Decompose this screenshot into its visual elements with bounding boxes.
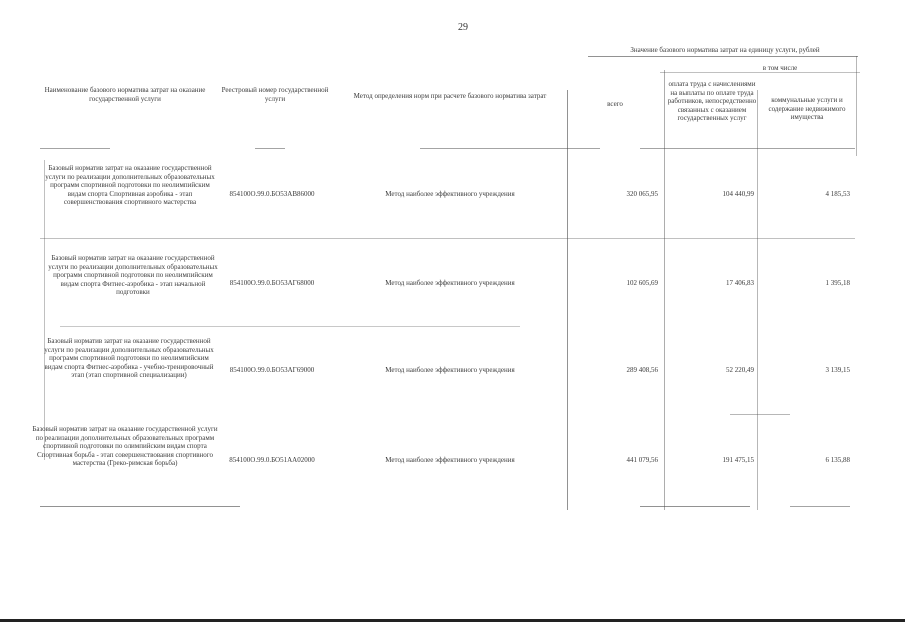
rule-header-bottom-a [40,148,110,149]
row-4-labor: 191 475,15 [722,456,754,464]
row-1-register: 854100О.99.0.БО53АВ86000 [229,190,315,198]
rule-col-total-right [664,70,665,510]
header-method: Метод определения норм при расчете базового норматива затрат [353,92,547,100]
header-labor: оплата труда с начислениями на выплаты по оплате труда работников, непосредственно связанных с оказанием государственных услуг [667,80,757,123]
header-including: в том числе [762,64,798,72]
rule-col-labor-right [757,90,758,510]
rule-row4-bottom-a [40,506,240,507]
rule-row4-bottom-b [640,506,750,507]
row-2-total: 102 605,69 [626,279,658,287]
row-1-name: Базовый норматив затрат на оказание государственной услуги по реализации дополнительных образовательных программ спортивной подготовки по неолимпийским видам спорта Спортивная аэробика - этап совершенствования спортивного мастерства [45,164,215,207]
rule-header-bottom-c [420,148,600,149]
header-register: Реестровый номер государственной услуги [221,86,329,103]
page-bottom-rule [0,619,905,622]
row-4-utilities: 6 135,88 [825,456,850,464]
rule-header-bottom-d [640,148,855,149]
row-3-labor: 52 220,49 [726,366,754,374]
rule-col-right [856,56,857,156]
row-3-total: 289 408,56 [626,366,658,374]
row-4-method: Метод наиболее эффективного учреждения [385,456,515,464]
header-utilities: коммунальные услуги и содержание недвижимого имущества [768,96,846,122]
row-4-total: 441 079,56 [626,456,658,464]
rule-row3-bottom [730,414,790,415]
row-1-labor: 104 440,99 [722,190,754,198]
row-2-method: Метод наиболее эффективного учреждения [385,279,515,287]
header-name: Наименование базового норматива затрат на оказание государственной услуги [44,86,206,103]
row-1-utilities: 4 185,53 [825,190,850,198]
row-3-method: Метод наиболее эффективного учреждения [385,366,515,374]
rule-including [660,72,860,73]
row-3-utilities: 3 139,15 [825,366,850,374]
row-4-name: Базовый норматив затрат на оказание государственной услуги по реализации дополнительных образовательных программ спортивной подготовки по олимпийским видам спорта Спортивная борьба - этап совершенствования спортивного мастерства (Греко-римская борьба) [32,425,218,468]
rule-col-method-right [567,90,568,510]
rule-row2-bottom [60,326,520,327]
row-3-register: 854100О.99.0.БО53АГ69000 [229,366,315,374]
row-2-utilities: 1 395,18 [825,279,850,287]
row-3-name: Базовый норматив затрат на оказание государственной услуги по реализации дополнительных образовательных программ спортивной подготовки по неолимпийским видам спорта Фитнес-аэробика - учебно-тренировочный этап (этап спортивной специализации) [44,337,214,380]
rule-row1-bottom [40,238,855,239]
rule-row4-bottom-c [790,506,850,507]
rule-col-left [44,160,45,460]
rule-header-bottom-b [255,148,285,149]
row-1-method: Метод наиболее эффективного учреждения [385,190,515,198]
row-2-register: 854100О.99.0.БО53АГ68000 [229,279,315,287]
row-1-total: 320 065,95 [626,190,658,198]
page-number: 29 [458,22,468,33]
header-total: всего [607,100,623,108]
row-4-register: 854100О.99.0.БО51АА02000 [229,456,315,464]
rule-header-top [588,56,858,57]
header-value-group: Значение базового норматива затрат на единицу услуги, рублей [630,46,820,54]
row-2-name: Базовый норматив затрат на оказание государственной услуги по реализации дополнительных образовательных программ спортивной подготовки по неолимпийским видам спорта Фитнес-аэробика - этап начальной подготовки [48,254,218,297]
row-2-labor: 17 406,83 [726,279,754,287]
